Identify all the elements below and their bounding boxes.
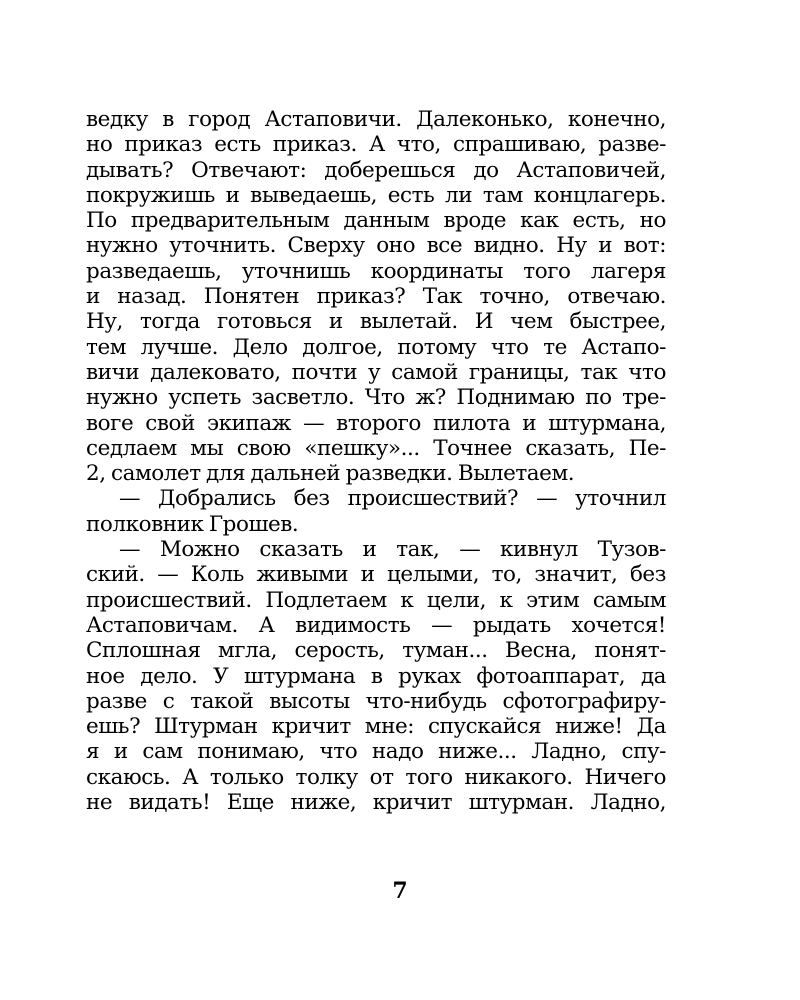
text-line: покружишь и выведаешь, есть ли там концлагерь.: [86, 182, 666, 208]
text-line: Ну, тогда готовься и вылетай. И чем быстрее,: [86, 309, 666, 335]
text-line: ное дело. У штурмана в руках фотоаппарат, да: [86, 663, 666, 689]
body-text: [86, 107, 666, 815]
text-line: разве с такой высоты что-нибудь сфотографиру-: [86, 688, 666, 714]
text-line: 2, самолет для дальней разведки. Вылетаем.: [86, 461, 575, 487]
text-line: воге свой экипаж — второго пилота и штурмана,: [86, 410, 666, 436]
text-line: дывать? Отвечают: доберешься до Астаповичей,: [86, 157, 666, 183]
text-line: ешь? Штурман кричит мне: спускайся ниже! Да: [86, 714, 666, 740]
page-number: 7: [392, 878, 408, 904]
text-line: и назад. Понятен приказ? Так точно, отвечаю.: [86, 284, 666, 310]
text-line: — Можно сказать и так, — кивнул Тузов-: [119, 537, 666, 563]
text-line: Астаповичам. А видимость — рыдать хочется!: [86, 612, 666, 638]
text-line: ведку в город Астаповичи. Далеконько, конечно,: [86, 107, 666, 132]
text-line: скаюсь. А только толку от того никакого. Ничего: [86, 764, 666, 790]
text-line: — Добрались без происшествий? — уточнил: [119, 486, 666, 512]
text-line: седлаем мы свою «пешку»... Точнее сказать, Пе-: [86, 435, 666, 461]
text-line: ский. — Коль живыми и целыми, то, значит, без: [86, 562, 666, 588]
text-line: но приказ есть приказ. А что, спрашиваю, разве-: [86, 132, 666, 158]
text-line: Сплошная мгла, серость, туман... Весна, понят-: [86, 638, 666, 664]
text-line: происшествий. Подлетаем к цели, к этим самым: [86, 587, 666, 613]
text-line: полковник Грошев.: [86, 511, 299, 537]
text-line: не видать! Еще ниже, кричит штурман. Ладно,: [86, 790, 666, 816]
text-line: вичи далековато, почти у самой границы, так что: [86, 359, 666, 385]
text-line: разведаешь, уточнишь координаты того лагеря: [86, 258, 666, 284]
text-line: нужно успеть засветло. Что ж? Поднимаю по тре-: [86, 385, 666, 411]
text-line: тем лучше. Дело долгое, потому что те Астапо-: [86, 334, 666, 360]
text-line: По предварительным данным вроде как есть, но: [86, 208, 666, 234]
text-line: нужно уточнить. Сверху оно все видно. Ну и вот:: [86, 233, 666, 259]
text-line: я и сам понимаю, что надо ниже... Ладно, спу-: [86, 739, 666, 765]
